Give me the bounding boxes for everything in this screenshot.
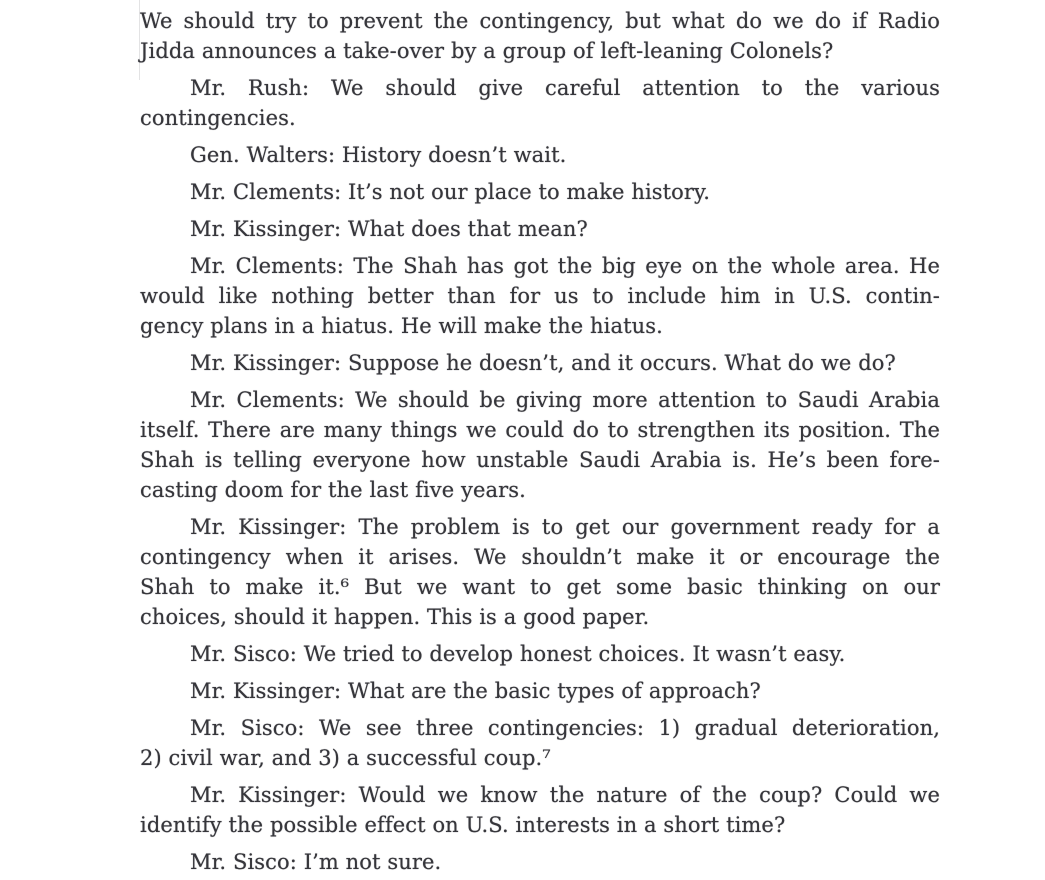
- text-line: Gen. Walters: History doesn’t wait.: [190, 143, 567, 167]
- text-line: Mr. Clements: The Shah has got the big eye on the whole area. He: [190, 254, 940, 278]
- text-line: Shah to make it.⁶ But we want to get some basic thinking on our: [140, 575, 940, 599]
- text-line: Mr. Kissinger: What does that mean?: [190, 217, 588, 241]
- paragraph: [140, 847, 940, 877]
- paragraph: [140, 177, 940, 207]
- paragraph: [140, 639, 940, 669]
- paragraph: [140, 385, 940, 505]
- paragraph: [140, 73, 940, 133]
- text-line: Mr. Rush: We should give careful attention to the various: [190, 76, 940, 100]
- text-line: gency plans in a hiatus. He will make the hiatus.: [140, 314, 663, 338]
- text-line: Mr. Sisco: We see three contingencies: 1) gradual deterioration,: [190, 716, 940, 740]
- paragraph: [140, 214, 940, 244]
- text-line: Shah is telling everyone how unstable Saudi Arabia is. He’s been fore-: [140, 448, 940, 472]
- text-line: contingency when it arises. We shouldn’t make it or encourage the: [140, 545, 940, 569]
- text-line: itself. There are many things we could do to strengthen its position. The: [140, 418, 940, 442]
- text-line: We should try to prevent the contingency, but what do we do if Radio: [140, 9, 940, 33]
- text-line: Mr. Sisco: I’m not sure.: [190, 850, 442, 874]
- text-line: would like nothing better than for us to include him in U.S. contin-: [140, 284, 940, 308]
- text-line: Mr. Kissinger: What are the basic types of approach?: [190, 679, 761, 703]
- text-line: Mr. Kissinger: Would we know the nature of the coup? Could we: [190, 783, 940, 807]
- text-line: choices, should it happen. This is a good paper.: [140, 605, 650, 629]
- text-line: Jidda announces a take-over by a group of left-leaning Colonels?: [140, 39, 834, 63]
- paragraph: [140, 251, 940, 341]
- paragraph: [140, 140, 940, 170]
- scan-artifact-line: [139, 0, 140, 80]
- text-line: Mr. Kissinger: The problem is to get our government ready for a: [190, 515, 940, 539]
- paragraph: [140, 348, 940, 378]
- paragraph: [140, 676, 940, 706]
- text-line: Mr. Clements: It’s not our place to make history.: [190, 180, 711, 204]
- text-line: Mr. Kissinger: Suppose he doesn’t, and it occurs. What do we do?: [190, 351, 896, 375]
- text-block: [140, 6, 940, 877]
- text-line: Mr. Sisco: We tried to develop honest choices. It wasn’t easy.: [190, 642, 846, 666]
- text-line: casting doom for the last five years.: [140, 478, 526, 502]
- paragraph: [140, 6, 940, 66]
- paragraph: [140, 780, 940, 840]
- paragraph: [140, 512, 940, 632]
- paragraph: [140, 713, 940, 773]
- text-line: Mr. Clements: We should be giving more attention to Saudi Arabia: [190, 388, 940, 412]
- text-line: contingencies.: [140, 106, 296, 130]
- text-line: identify the possible effect on U.S. interests in a short time?: [140, 813, 786, 837]
- text-line: 2) civil war, and 3) a successful coup.⁷: [140, 746, 551, 770]
